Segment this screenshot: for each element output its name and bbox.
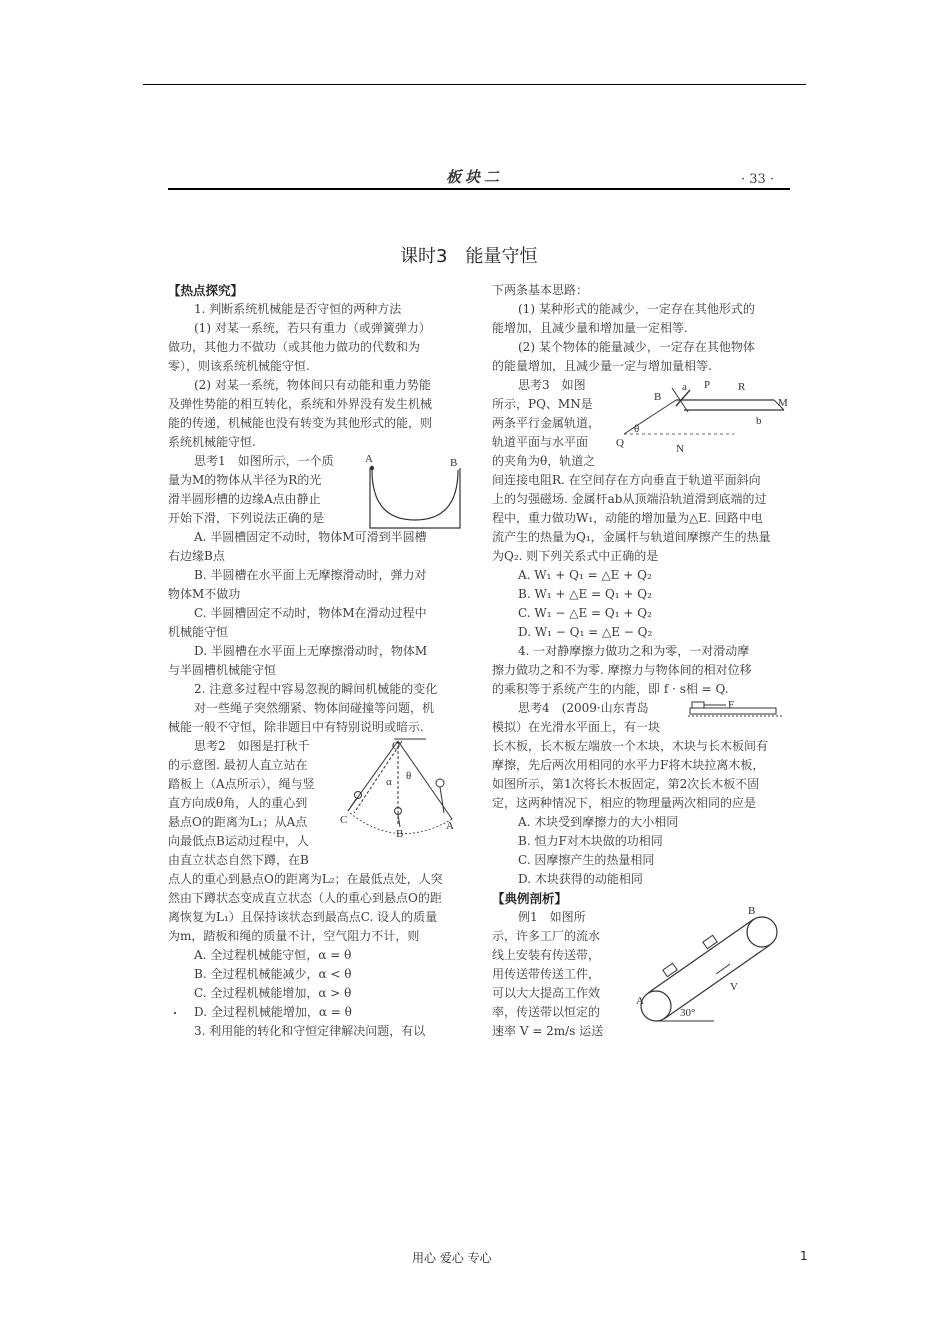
right-line: 【典例剖析】 [492, 891, 568, 906]
figure-inclined-rails [614, 376, 794, 456]
label-theta: θ [634, 423, 640, 435]
label-v: V [730, 981, 738, 993]
right-line: 思考4 (2009·山东青岛 [518, 701, 649, 715]
right-line: 程中，重力做功W₁，动能的增加量为△E. 回路中电 [492, 511, 763, 525]
left-line: 由直立状态自然下蹲，在B [168, 853, 309, 867]
label-angle: 30° [680, 1007, 696, 1019]
right-line: 间连接电阻R. 在空间存在方向垂直于轨道平面斜向 [492, 473, 761, 487]
left-line: (2) 对某一系统，物体间只有动能和重力势能 [194, 378, 431, 392]
header-rule [168, 188, 790, 190]
left-line: 右边缘B点 [168, 549, 225, 563]
right-line: 所示，PQ、MN是 [492, 397, 593, 411]
left-line: 做功，其他力不做功（或其他力做功的代数和为 [168, 340, 421, 354]
bottom-roller [641, 991, 671, 1021]
left-line: B. 全过程机械能减少，α < θ [194, 967, 352, 981]
figure-swing [336, 733, 470, 841]
right-line: 可以大大提高工作效 [492, 986, 601, 1000]
footer-page-number: 1 [800, 1249, 808, 1263]
right-line: 为Q₂. 则下列关系式中正确的是 [492, 549, 659, 563]
right-line: 模拟）在光滑水平面上，有一块 [492, 720, 661, 734]
label-a: A [365, 453, 373, 465]
groove-outline [370, 468, 460, 528]
right-line: 两条平行金属轨道， [492, 416, 601, 430]
left-line: 点人的重心到悬点O的距离为L₂；在最低点处，人突 [168, 872, 443, 886]
label-a: A [446, 820, 454, 832]
belt-top [648, 919, 754, 993]
left-line: 滑半圆形槽的边缘A点由静止 [168, 492, 321, 506]
top-roller [747, 917, 777, 947]
right-line: 的夹角为θ，轨道之 [492, 454, 596, 468]
right-line: A. 木块受到摩擦力的大小相同 [518, 815, 679, 829]
figure-board-block [688, 698, 788, 720]
groove-arc [372, 470, 458, 520]
label-b: B [396, 828, 404, 840]
label-bb: b [756, 415, 762, 427]
left-line: B. 半圆槽在水平面上无摩擦滑动时，弹力对 [194, 568, 427, 582]
stray-mark [174, 1012, 176, 1014]
page-header-number: · 33 · [741, 172, 775, 187]
left-line: 机械能守恒 [168, 625, 229, 639]
right-line: 示，许多工厂的流水 [492, 929, 601, 943]
left-line: 能的传递，机械能也没有转变为其他形式的能，则 [168, 416, 433, 430]
label-a: a [682, 381, 687, 393]
right-line: B. 恒力F对木块做的功相同 [518, 834, 663, 848]
velocity-arrow [716, 964, 730, 974]
right-line: 用传送带传送工件， [492, 967, 601, 981]
right-line: 率，传送带以恒定的 [492, 1005, 601, 1019]
left-line: 量为M的物体从半径为R的光 [168, 473, 322, 487]
right-line: 摩擦，先后两次用相同的水平力F将木块拉离木板， [492, 758, 765, 772]
left-line: 的示意图. 最初人直立站在 [168, 758, 308, 772]
left-line: 械能一般不守恒，除非题目中有特别说明或暗示. [168, 720, 424, 734]
right-line: 速率 V = 2m/s 运送 [492, 1024, 604, 1038]
left-line: 2. 注意多过程中容易忽视的瞬间机械能的变化 [194, 682, 438, 696]
right-line: A. W₁ + Q₁ = △E + Q₂ [518, 568, 652, 582]
label-b: B [450, 457, 458, 469]
right-line: D. 木块获得的动能相同 [518, 872, 643, 886]
left-line: 思考1 如图所示，一个质 [194, 454, 334, 468]
label-alpha: α [386, 776, 392, 788]
lesson-title: 课时3 能量守恒 [400, 246, 538, 267]
left-line: D. 全过程机械能增加，α = θ [194, 1005, 352, 1019]
label-c: C [340, 814, 348, 826]
right-line: 4. 一对静摩擦力做功之和为零，一对滑动摩 [518, 644, 750, 658]
right-line: 下两条基本思路： [492, 283, 589, 297]
right-line: B. W₁ + △E = Q₁ + Q₂ [518, 587, 652, 601]
left-line: 踏板上（A点所示），绳与竖 [168, 777, 315, 791]
left-line: 及弹性势能的相互转化，系统和外界没有发生机械 [168, 397, 433, 411]
right-line: 擦力做功之和不为零. 摩擦力与物体间的相对位移 [492, 663, 752, 677]
person-c-body [348, 799, 356, 811]
right-line: 长木板，长木板左端放一个木块，木块与长木板间有 [492, 739, 769, 753]
left-line: 为m，踏板和绳的质量不计，空气阻力不计，则 [168, 929, 420, 943]
label-theta: θ [406, 770, 412, 782]
left-line: 系统机械能守恒. [168, 435, 256, 449]
label-a: A [636, 995, 644, 1007]
right-line: 定，这两种情况下，相应的物理量两次相同的应是 [492, 796, 757, 810]
label-p: P [704, 379, 711, 391]
right-line: 流产生的热量为Q₁，金属杆与轨道间摩擦产生的热量 [492, 530, 771, 544]
left-line: 物体M不做功 [168, 587, 241, 601]
right-line: 如图所示，第1次将长木板固定，第2次长木板不固 [492, 777, 760, 791]
person-a-head [436, 779, 444, 787]
left-line: 与半圆槽机械能守恒 [168, 663, 277, 677]
left-line: C. 半圆槽固定不动时，物体M在滑动过程中 [194, 606, 427, 620]
right-line: D. W₁ − Q₁ = △E − Q₂ [518, 625, 653, 639]
right-line: 线上安装有传送带， [492, 948, 601, 962]
left-line: (1) 对某一系统，若只有重力（或弹簧弹力） [194, 321, 431, 335]
rail-side-left [624, 400, 676, 434]
left-line: D. 半圆槽在水平面上无摩擦滑动时，物体M [194, 644, 428, 658]
right-line: 例1 如图所 [518, 910, 586, 924]
figure-conveyor [634, 902, 796, 1028]
small-block [692, 702, 704, 708]
label-r: R [738, 381, 746, 393]
right-line: 能增加，且减少量和增加量一定相等. [492, 321, 688, 335]
left-line: C. 全过程机械能增加，α > θ [194, 986, 352, 1000]
section-header: 板块二 [446, 168, 504, 186]
label-n: N [676, 443, 684, 455]
left-line: A. 全过程机械能守恒，α = θ [194, 948, 352, 962]
top-rule [143, 84, 806, 85]
left-line: 开始下滑，下列说法正确的是 [168, 511, 325, 525]
left-line: 对一些绳子突然绷紧、物体间碰撞等问题，机 [194, 701, 435, 715]
left-line: 3. 利用能的转化和守恒定律解决问题，有以 [194, 1024, 426, 1038]
label-m: M [778, 397, 788, 409]
label-b: B [654, 391, 662, 403]
label-f: F [728, 699, 735, 711]
label-q: Q [616, 437, 624, 449]
label-b: B [748, 905, 756, 917]
right-line: 上的匀强磁场. 金属杆ab从顶端沿轨道滑到底端的过 [492, 492, 767, 506]
left-line: 向最低点B运动过程中，人 [168, 834, 309, 848]
right-line: 轨道平面与水平面 [492, 435, 589, 449]
left-line: 零），则该系统机械能守恒. [168, 359, 310, 373]
left-line: 离恢复为L₁）且保持该状态到最高点C. 设人的质量 [168, 910, 438, 924]
right-line: 思考3 如图 [518, 378, 586, 392]
left-line: 1. 判断系统机械能是否守恒的两种方法 [194, 302, 402, 316]
left-line: A. 半圆槽固定不动时，物体M可滑到半圆槽 [194, 530, 427, 544]
person-a-body [440, 787, 444, 813]
left-line: 思考2 如图是打秋千 [194, 739, 310, 753]
left-line: 然由下蹲状态变成直立状态（人的重心到悬点O的距 [168, 891, 442, 905]
right-line: (2) 某个物体的能量减少，一定存在其他物体 [518, 340, 755, 354]
label-o: O [392, 740, 400, 752]
right-line: C. W₁ − △E = Q₁ + Q₂ [518, 606, 652, 620]
right-line: 的乘积等于系统产生的内能，即 f · s相 = Q. [492, 682, 729, 696]
right-line: (1) 某种形式的能减少，一定存在其他形式的 [518, 302, 755, 316]
footer-slogan: 用心 爱心 专心 [412, 1251, 492, 1265]
left-line: 直方向成θ角，人的重心到 [168, 796, 308, 810]
mass-ball [370, 466, 374, 470]
left-line: 【热点探究】 [168, 283, 244, 298]
left-line: 悬点O的距离为L₁；从A点 [168, 815, 308, 829]
figure-semicircle-groove [362, 452, 466, 534]
right-line: C. 因摩擦产生的热量相同 [518, 853, 655, 867]
right-line: 的能量增加，且减少量一定与增加量相等. [492, 359, 712, 373]
